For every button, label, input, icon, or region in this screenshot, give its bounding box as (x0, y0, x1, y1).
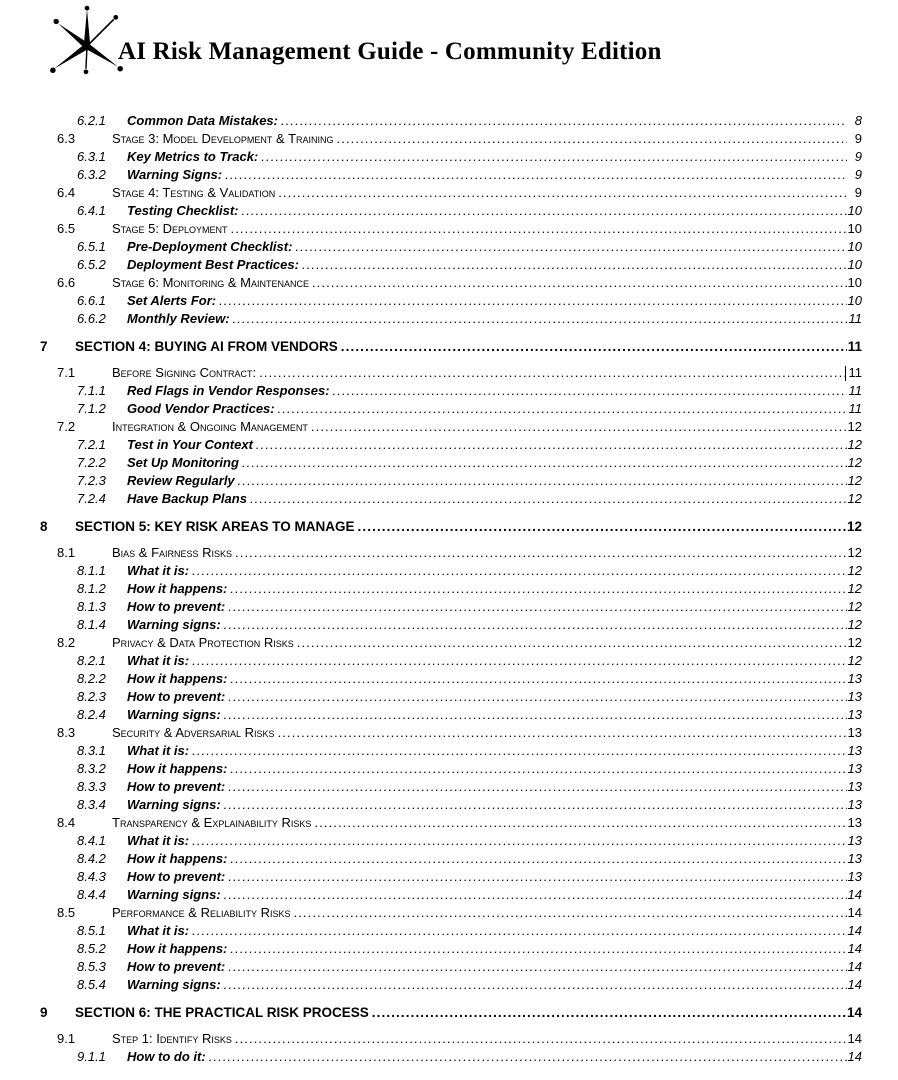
toc-entry-number: 7.1 (57, 365, 76, 380)
dot-leader (230, 220, 847, 238)
toc-entry-number: 6.3 (57, 131, 76, 146)
toc-entry-page: 12 (847, 473, 862, 488)
dot-leader (219, 292, 847, 310)
dot-leader (225, 166, 847, 184)
toc-entry-page: 13 (847, 743, 862, 758)
toc-entry-label: Stage 5: Deployment (112, 221, 228, 236)
toc-entry-page: 14 (847, 977, 862, 992)
dot-leader (241, 202, 847, 220)
toc-entry[interactable] (0, 338, 862, 356)
dot-leader (228, 598, 847, 616)
dot-leader (242, 454, 847, 472)
toc-entry-number: 8.5.1 (77, 923, 106, 938)
dot-leader (192, 832, 847, 850)
toc-entry-number: 8.1.3 (77, 599, 106, 614)
toc-entry[interactable] (0, 976, 862, 994)
toc-entry[interactable] (0, 310, 862, 328)
dot-leader (230, 670, 847, 688)
toc-entry-label: Bias & Fairness Risks (112, 545, 233, 560)
toc-entry[interactable] (0, 256, 862, 274)
toc-entry[interactable] (0, 796, 862, 814)
toc-entry-number: 7.2 (57, 419, 76, 434)
toc-entry[interactable] (0, 544, 862, 562)
dot-leader (224, 616, 847, 634)
toc-entry-page: 11 (848, 401, 862, 416)
toc-entry-page: 13 (847, 833, 862, 848)
toc-entry-page: 13 (847, 707, 862, 722)
dot-leader (281, 112, 847, 130)
dot-leader (278, 400, 847, 418)
toc-entry-page: 10 (847, 293, 862, 308)
toc-entry-label: Step 1: Identify Risks (112, 1031, 232, 1046)
toc-entry-number: 8.5.4 (77, 977, 106, 992)
dot-leader (230, 580, 847, 598)
toc-entry-number: 8.1.1 (77, 563, 106, 578)
toc-entry-label: Testing Checklist: (127, 203, 239, 218)
toc-entry-page: 14 (847, 941, 862, 956)
toc-entry-number: 8.2 (57, 635, 76, 650)
toc-entry-page: 12 (847, 599, 862, 614)
dot-leader (302, 256, 847, 274)
dot-leader (261, 148, 847, 166)
toc-entry-page: 9 (854, 149, 862, 164)
dot-leader (228, 958, 847, 976)
toc-entry-number: 8.1.4 (77, 617, 106, 632)
toc-entry-label: What it is: (127, 743, 190, 758)
toc-entry[interactable] (0, 598, 862, 616)
toc-entry-label: Key Metrics to Track: (127, 149, 259, 164)
toc-entry-page: 13 (847, 851, 862, 866)
dot-leader (297, 634, 847, 652)
toc-entry[interactable] (0, 202, 862, 220)
toc-entry[interactable] (0, 706, 862, 724)
toc-entry-number: 7.2.3 (77, 473, 106, 488)
toc-entry-page: 12 (847, 635, 862, 650)
dot-leader (294, 904, 848, 922)
page-title: AI Risk Management Guide - Community Edition (118, 38, 662, 65)
toc-entry-number: 8.2.2 (77, 671, 106, 686)
toc (0, 100, 898, 1066)
toc-entry[interactable] (0, 130, 862, 148)
toc-entry-page: 12 (847, 491, 862, 506)
dot-leader (278, 184, 847, 202)
toc-entry-number: 9.1 (57, 1031, 76, 1046)
dot-leader (228, 688, 847, 706)
toc-entry[interactable] (0, 418, 862, 436)
dot-leader (235, 544, 847, 562)
toc-entry-page: 13 (847, 761, 862, 776)
toc-entry-page: 10 (847, 203, 862, 218)
toc-entry-number: 7 (40, 339, 48, 354)
toc-entry[interactable] (0, 832, 862, 850)
toc-entry-page: 13 (847, 869, 862, 884)
toc-entry-label: Have Backup Plans (127, 491, 247, 506)
toc-entry-number: 6.4.1 (77, 203, 106, 218)
toc-entry-page: 12 (847, 545, 862, 560)
toc-entry-page: 10 (847, 257, 862, 272)
toc-entry-label: Monthly Review: (127, 311, 230, 326)
toc-entry-label: SECTION 5: KEY RISK AREAS TO MANAGE (75, 519, 355, 534)
toc-entry-page: 13 (847, 671, 862, 686)
toc-entry-number: 8.2.4 (77, 707, 106, 722)
toc-entry-label: How to prevent: (127, 779, 226, 794)
toc-entry-page: 10 (847, 239, 862, 254)
dot-leader (224, 796, 847, 814)
toc-entry-label: Security & Adversarial Risks (112, 725, 275, 740)
toc-entry[interactable] (0, 472, 862, 490)
toc-entry-label: What it is: (127, 833, 190, 848)
dot-leader (228, 778, 847, 796)
toc-entry-label: Review Regularly (127, 473, 235, 488)
toc-entry-page: 13 (847, 815, 862, 830)
toc-entry-number: 8.5.2 (77, 941, 106, 956)
dot-leader (372, 1004, 847, 1022)
toc-entry-label: Common Data Mistakes: (127, 113, 278, 128)
toc-entry-label: Deployment Best Practices: (127, 257, 299, 272)
toc-entry-number: 6.6 (57, 275, 76, 290)
toc-entry[interactable] (0, 382, 862, 400)
toc-entry[interactable] (0, 274, 862, 292)
toc-entry-label: Good Vendor Practices: (127, 401, 275, 416)
toc-entry-page: 12 (847, 563, 862, 578)
toc-entry-label: SECTION 6: THE PRACTICAL RISK PROCESS (75, 1005, 369, 1020)
toc-entry-label: How to prevent: (127, 599, 226, 614)
toc-entry-label: How it happens: (127, 581, 228, 596)
dot-leader (233, 310, 847, 328)
toc-entry-label: Warning signs: (127, 797, 221, 812)
dot-leader (192, 922, 847, 940)
text-cursor (845, 366, 847, 381)
dot-leader (312, 274, 847, 292)
toc-entry-page: 11 (848, 365, 862, 380)
toc-entry[interactable] (0, 670, 862, 688)
toc-entry-label: Before Signing Contract: (112, 365, 257, 380)
toc-entry-number: 6.3.2 (77, 167, 106, 182)
dot-leader (238, 472, 847, 490)
toc-entry-page: 14 (847, 923, 862, 938)
toc-entry[interactable] (0, 454, 862, 472)
dot-leader (341, 338, 847, 356)
toc-entry-page: 12 (846, 519, 862, 534)
toc-entry[interactable] (0, 400, 862, 418)
toc-entry[interactable] (0, 814, 862, 832)
toc-entry[interactable] (0, 220, 862, 238)
toc-entry[interactable] (0, 1030, 862, 1048)
toc-entry-number: 9 (40, 1005, 48, 1020)
toc-entry-label: How to prevent: (127, 689, 226, 704)
toc-entry-number: 8.2.1 (77, 653, 106, 668)
toc-entry-page: 10 (847, 221, 862, 236)
toc-entry-page: 14 (846, 1005, 862, 1020)
toc-entry[interactable] (0, 184, 862, 202)
toc-entry-number: 8.3.1 (77, 743, 106, 758)
dot-leader (224, 706, 847, 724)
toc-entry-label: Stage 6: Monitoring & Maintenance (112, 275, 309, 290)
toc-entry-number: 8.2.3 (77, 689, 106, 704)
toc-entry-page: 14 (847, 959, 862, 974)
toc-entry-label: How it happens: (127, 851, 228, 866)
toc-entry-number: 6.2.1 (77, 113, 106, 128)
toc-entry[interactable] (0, 904, 862, 922)
toc-entry-page: 14 (847, 1049, 862, 1064)
toc-entry-number: 7.1.2 (77, 401, 106, 416)
toc-entry-number: 8 (40, 519, 48, 534)
toc-entry-label: Integration & Ongoing Management (112, 419, 308, 434)
toc-entry-page: 13 (847, 779, 862, 794)
toc-entry-label: SECTION 4: BUYING AI FROM VENDORS (75, 339, 338, 354)
dot-leader (224, 886, 847, 904)
toc-entry-page: 12 (847, 617, 862, 632)
toc-entry-number: 8.4.3 (77, 869, 106, 884)
toc-entry-number: 6.3.1 (77, 149, 106, 164)
toc-entry-label: How to prevent: (127, 869, 226, 884)
toc-entry-page: 14 (847, 1031, 862, 1046)
toc-entry-page: 13 (847, 689, 862, 704)
toc-entry[interactable] (0, 652, 862, 670)
toc-entry-label: How to do it: (127, 1049, 206, 1064)
toc-entry[interactable] (0, 166, 862, 184)
toc-entry[interactable] (0, 1004, 862, 1022)
toc-entry-label: Performance & Reliability Risks (112, 905, 291, 920)
toc-entry[interactable] (0, 634, 862, 652)
dot-leader (358, 518, 847, 536)
toc-entry[interactable] (0, 562, 862, 580)
toc-entry-page: 12 (847, 419, 862, 434)
toc-entry-label: Warning signs: (127, 707, 221, 722)
dot-leader (256, 436, 847, 454)
toc-entry-number: 8.1.2 (77, 581, 106, 596)
toc-entry[interactable] (0, 112, 862, 130)
toc-entry-page: 8 (854, 113, 862, 128)
dot-leader (192, 562, 847, 580)
toc-entry[interactable] (0, 724, 862, 742)
toc-entry-number: 6.6.2 (77, 311, 106, 326)
toc-entry-label: How it happens: (127, 671, 228, 686)
toc-entry-number: 7.2.4 (77, 491, 106, 506)
toc-entry-number: 6.5.1 (77, 239, 106, 254)
dot-leader (311, 418, 847, 436)
toc-entry-number: 8.3.3 (77, 779, 106, 794)
toc-entry-label: Privacy & Data Protection Risks (112, 635, 294, 650)
toc-entry-label: What it is: (127, 923, 190, 938)
toc-entry-number: 7.2.2 (77, 455, 106, 470)
toc-entry-page: 9 (854, 131, 862, 146)
toc-entry-number: 8.3.4 (77, 797, 106, 812)
toc-entry-page: 11 (848, 383, 862, 398)
toc-entry-label: What it is: (127, 653, 190, 668)
toc-entry-number: 9.1.1 (77, 1049, 106, 1064)
dot-leader (192, 652, 847, 670)
toc-entry[interactable] (0, 364, 862, 382)
toc-entry[interactable] (0, 940, 862, 958)
toc-entry-label: What it is: (127, 563, 190, 578)
dot-leader (230, 940, 847, 958)
toc-entry-number: 8.4 (57, 815, 76, 830)
toc-entry-label: Red Flags in Vendor Responses: (127, 383, 330, 398)
toc-entry[interactable] (0, 850, 862, 868)
toc-entry-number: 6.5.2 (77, 257, 106, 272)
toc-entry[interactable] (0, 518, 862, 536)
toc-entry[interactable] (0, 922, 862, 940)
toc-entry[interactable] (0, 742, 862, 760)
toc-entry[interactable] (0, 958, 862, 976)
dot-leader (224, 976, 847, 994)
toc-entry-label: Warning Signs: (127, 167, 223, 182)
toc-entry-number: 6.4 (57, 185, 76, 200)
toc-entry-number: 6.6.1 (77, 293, 106, 308)
toc-entry[interactable] (0, 868, 862, 886)
toc-entry-page: 11 (847, 339, 862, 354)
dot-leader (209, 1048, 847, 1066)
dot-leader (333, 382, 847, 400)
toc-entry-label: How it happens: (127, 761, 228, 776)
toc-entry-label: Stage 3: Model Development & Training (112, 131, 334, 146)
toc-entry[interactable] (0, 436, 862, 454)
toc-entry-label: How it happens: (127, 941, 228, 956)
document-header (0, 0, 898, 100)
toc-entry[interactable] (0, 148, 862, 166)
toc-entry[interactable] (0, 760, 862, 778)
toc-entry-number: 8.5.3 (77, 959, 106, 974)
toc-entry-label: Stage 4: Testing & Validation (112, 185, 276, 200)
toc-entry-number: 8.4.1 (77, 833, 106, 848)
toc-entry[interactable] (0, 778, 862, 796)
toc-entry-label: How to prevent: (127, 959, 226, 974)
toc-entry-page: 13 (847, 725, 862, 740)
toc-entry-number: 8.5 (57, 905, 76, 920)
toc-entry-label: Transparency & Explainability Risks (112, 815, 312, 830)
toc-entry-number: 7.1.1 (77, 383, 106, 398)
toc-entry-number: 8.3.2 (77, 761, 106, 776)
starburst-icon (50, 4, 124, 80)
toc-entry-label: Pre-Deployment Checklist: (127, 239, 293, 254)
toc-entry[interactable] (0, 886, 862, 904)
dot-leader (192, 742, 847, 760)
toc-entry-number: 8.4.4 (77, 887, 106, 902)
toc-entry[interactable] (0, 292, 862, 310)
dot-leader (295, 238, 847, 256)
dot-leader (228, 868, 847, 886)
toc-entry-label: Warning signs: (127, 977, 221, 992)
dot-leader (230, 850, 847, 868)
toc-entry[interactable] (0, 1048, 862, 1066)
dot-leader (337, 130, 847, 148)
dot-leader (259, 364, 844, 382)
toc-entry-label: Warning signs: (127, 617, 221, 632)
toc-entry-number: 6.5 (57, 221, 76, 236)
toc-entry[interactable] (0, 616, 862, 634)
toc-entry-page: 14 (847, 887, 862, 902)
toc-entry-page: 12 (847, 653, 862, 668)
toc-entry-page: 13 (847, 797, 862, 812)
toc-entry-page: 12 (847, 455, 862, 470)
toc-entry[interactable] (0, 238, 862, 256)
toc-entry-number: 7.2.1 (77, 437, 106, 452)
dot-leader (235, 1030, 847, 1048)
dot-leader (230, 760, 847, 778)
toc-entry-label: Set Alerts For: (127, 293, 217, 308)
toc-entry-page: 9 (854, 185, 862, 200)
dot-leader (250, 490, 847, 508)
toc-entry-page: 12 (847, 581, 862, 596)
toc-entry-number: 8.4.2 (77, 851, 106, 866)
toc-entry-page: 9 (854, 167, 862, 182)
toc-entry-page: 10 (847, 275, 862, 290)
toc-entry-page: 14 (847, 905, 862, 920)
toc-entry-label: Test in Your Context (127, 437, 253, 452)
toc-entry-label: Set Up Monitoring (127, 455, 239, 470)
toc-entry-page: 12 (847, 437, 862, 452)
toc-entry[interactable] (0, 688, 862, 706)
toc-entry[interactable] (0, 580, 862, 598)
toc-entry-label: Warning signs: (127, 887, 221, 902)
dot-leader (314, 814, 847, 832)
toc-entry-page: 11 (848, 311, 862, 326)
dot-leader (278, 724, 847, 742)
toc-entry-number: 8.3 (57, 725, 76, 740)
toc-entry[interactable] (0, 490, 862, 508)
toc-entry-number: 8.1 (57, 545, 76, 560)
